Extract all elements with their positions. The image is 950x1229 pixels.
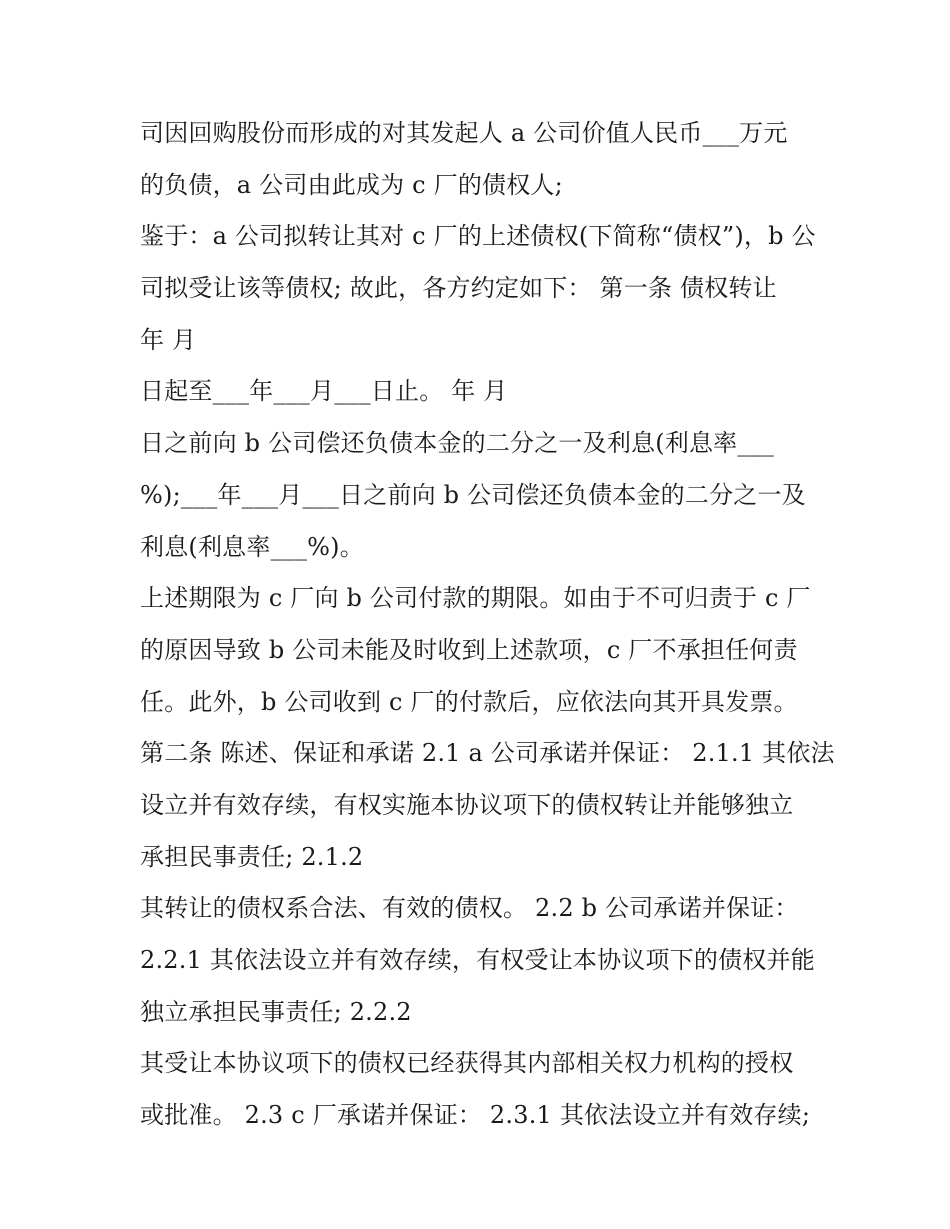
text-line: 上述期限为 c 厂向 b 公司付款的期限。如由于不可归责于 c 厂 [140,584,811,613]
text-line: 承担民事责任; 2.1.2 [140,842,364,871]
text-line: 日之前向 b 公司偿还负债本金的二分之一及利息(利息率___ [140,429,774,458]
text-line: 设立并有效存续，有权实施本协议项下的债权转让并能够独立 [140,790,794,819]
text-line: 年 月 [140,325,197,354]
text-line: 司拟受让该等债权; 故此，各方约定如下： 第一条 债权转让 [140,274,777,303]
document-body [140,108,835,1142]
text-line: 日起至___年___月___日止。 年 月 [140,377,508,406]
text-line: 的负债，a 公司由此成为 c 厂的债权人; [140,170,563,199]
text-line: 第二条 陈述、保证和承诺 2.1 a 公司承诺并保证： 2.1.1 其依法 [140,739,835,768]
text-line: 其转让的债权系合法、有效的债权。 2.2 b 公司承诺并保证： [140,894,799,923]
text-line: 的原因导致 b 公司未能及时收到上述款项，c 厂不承担任何责 [140,635,798,664]
text-line: 2.2.1 其依法设立并有效存续，有权受让本协议项下的债权并能 [140,946,815,974]
text-line: 任。此外，b 公司收到 c 厂的付款后，应依法向其开具发票。 [140,687,798,716]
text-line: 利息(利息率___%)。 [140,532,364,561]
text-line: 独立承担民事责任; 2.2.2 [140,997,412,1026]
text-line: 其受让本协议项下的债权已经获得其内部相关权力机构的授权 [140,1049,794,1078]
text-line: 司因回购股份而形成的对其发起人 a 公司价值人民币___万元 [140,119,788,147]
text-line: 鉴于：a 公司拟转让其对 c 厂的上述债权(下简称“债权”)，b 公 [140,222,816,251]
text-line: %);___年___月___日之前向 b 公司偿还负债本金的二分之一及 [140,480,806,509]
text-line: 或批准。 2.3 c 厂承诺并保证： 2.3.1 其依法设立并有效存续; [140,1101,811,1130]
